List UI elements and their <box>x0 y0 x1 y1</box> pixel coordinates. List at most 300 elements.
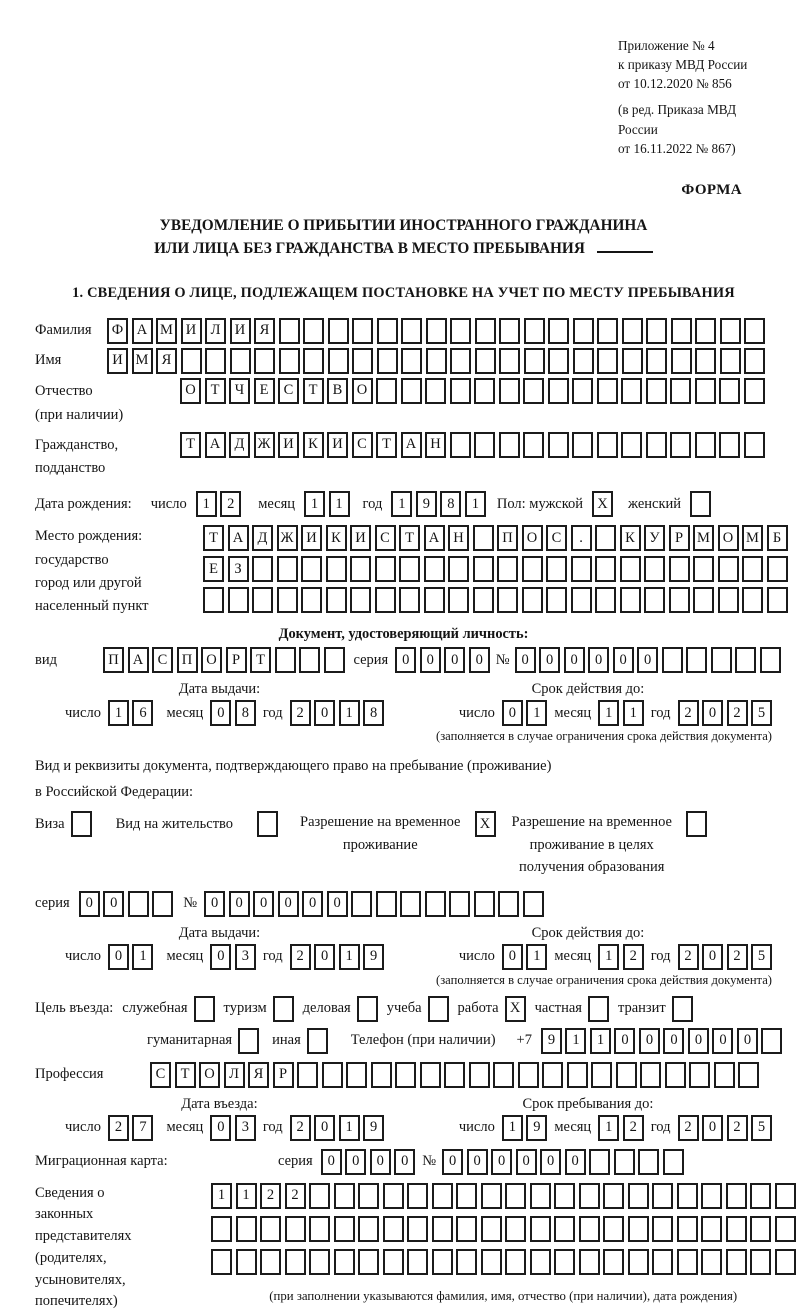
char-cell[interactable] <box>646 318 667 344</box>
char-cell[interactable]: 5 <box>751 700 772 726</box>
char-cell[interactable]: З <box>228 556 249 582</box>
char-cell[interactable] <box>277 556 298 582</box>
char-cell[interactable] <box>622 348 643 374</box>
char-cell[interactable] <box>352 348 373 374</box>
char-cell[interactable] <box>448 587 469 613</box>
char-cell[interactable]: 0 <box>314 1115 335 1141</box>
char-cell[interactable]: 2 <box>678 1115 699 1141</box>
char-cell[interactable] <box>714 1062 735 1088</box>
char-cell[interactable]: 0 <box>278 891 299 917</box>
char-cell[interactable]: 1 <box>304 491 325 517</box>
char-cell[interactable] <box>597 318 618 344</box>
char-cell[interactable]: А <box>128 647 149 673</box>
char-cell[interactable] <box>358 1249 379 1275</box>
char-cell[interactable] <box>761 1028 782 1054</box>
char-cell[interactable] <box>498 891 519 917</box>
char-cell[interactable] <box>548 378 569 404</box>
char-cell[interactable] <box>603 1183 624 1209</box>
char-cell[interactable] <box>499 378 520 404</box>
char-cell[interactable] <box>621 378 642 404</box>
char-cell[interactable] <box>371 1062 392 1088</box>
char-cell[interactable] <box>474 378 495 404</box>
char-cell[interactable] <box>750 1183 771 1209</box>
char-cell[interactable] <box>677 1216 698 1242</box>
char-cell[interactable] <box>595 587 616 613</box>
char-cell[interactable]: С <box>546 525 567 551</box>
char-cell[interactable] <box>399 556 420 582</box>
char-cell[interactable]: 9 <box>416 491 437 517</box>
char-cell[interactable]: П <box>177 647 198 673</box>
char-cell[interactable]: 1 <box>502 1115 523 1141</box>
char-cell[interactable]: . <box>571 525 592 551</box>
char-cell[interactable]: С <box>375 525 396 551</box>
char-cell[interactable]: 9 <box>541 1028 562 1054</box>
char-cell[interactable]: Я <box>254 318 275 344</box>
char-cell[interactable] <box>523 432 544 458</box>
char-cell[interactable]: 6 <box>132 700 153 726</box>
char-cell[interactable]: И <box>107 348 128 374</box>
char-cell[interactable] <box>297 1062 318 1088</box>
char-cell[interactable]: Т <box>303 378 324 404</box>
char-cell[interactable] <box>693 587 714 613</box>
char-cell[interactable]: 0 <box>502 944 523 970</box>
char-cell[interactable] <box>475 348 496 374</box>
char-cell[interactable]: 2 <box>727 700 748 726</box>
char-cell[interactable] <box>432 1249 453 1275</box>
char-cell[interactable] <box>375 587 396 613</box>
char-cell[interactable]: 2 <box>285 1183 306 1209</box>
char-cell[interactable]: С <box>278 378 299 404</box>
checkbox-private[interactable] <box>588 996 609 1022</box>
char-cell[interactable] <box>499 348 520 374</box>
char-cell[interactable] <box>469 1062 490 1088</box>
char-cell[interactable] <box>638 1149 659 1175</box>
checkbox-study[interactable] <box>428 996 449 1022</box>
char-cell[interactable] <box>720 348 741 374</box>
char-cell[interactable] <box>481 1216 502 1242</box>
char-cell[interactable] <box>548 348 569 374</box>
char-cell[interactable] <box>628 1183 649 1209</box>
char-cell[interactable] <box>572 432 593 458</box>
char-cell[interactable] <box>376 378 397 404</box>
char-cell[interactable] <box>426 348 447 374</box>
checkbox-business[interactable] <box>357 996 378 1022</box>
char-cell[interactable] <box>475 318 496 344</box>
char-cell[interactable] <box>662 647 683 673</box>
char-cell[interactable] <box>719 432 740 458</box>
char-cell[interactable]: Т <box>180 432 201 458</box>
char-cell[interactable]: Р <box>669 525 690 551</box>
checkbox-tourism[interactable] <box>273 996 294 1022</box>
char-cell[interactable] <box>621 432 642 458</box>
char-cell[interactable] <box>628 1249 649 1275</box>
char-cell[interactable] <box>383 1249 404 1275</box>
char-cell[interactable] <box>744 378 765 404</box>
char-cell[interactable]: 1 <box>236 1183 257 1209</box>
char-cell[interactable]: Ч <box>229 378 250 404</box>
char-cell[interactable] <box>693 556 714 582</box>
char-cell[interactable]: 0 <box>467 1149 488 1175</box>
char-cell[interactable] <box>254 348 275 374</box>
char-cell[interactable]: 1 <box>211 1183 232 1209</box>
char-cell[interactable] <box>424 587 445 613</box>
char-cell[interactable] <box>279 318 300 344</box>
char-cell[interactable]: К <box>326 525 347 551</box>
char-cell[interactable]: 5 <box>751 944 772 970</box>
char-cell[interactable] <box>450 348 471 374</box>
char-cell[interactable] <box>499 432 520 458</box>
char-cell[interactable] <box>640 1062 661 1088</box>
char-cell[interactable]: 0 <box>314 700 335 726</box>
char-cell[interactable]: Т <box>205 378 226 404</box>
char-cell[interactable] <box>322 1062 343 1088</box>
char-cell[interactable] <box>448 556 469 582</box>
char-cell[interactable] <box>620 556 641 582</box>
char-cell[interactable]: 1 <box>329 491 350 517</box>
char-cell[interactable]: А <box>132 318 153 344</box>
char-cell[interactable] <box>726 1183 747 1209</box>
char-cell[interactable] <box>522 556 543 582</box>
char-cell[interactable] <box>742 587 763 613</box>
char-cell[interactable]: С <box>150 1062 171 1088</box>
char-cell[interactable] <box>407 1249 428 1275</box>
char-cell[interactable] <box>328 348 349 374</box>
char-cell[interactable]: 2 <box>678 944 699 970</box>
char-cell[interactable] <box>260 1216 281 1242</box>
char-cell[interactable] <box>573 318 594 344</box>
char-cell[interactable] <box>542 1062 563 1088</box>
char-cell[interactable] <box>456 1249 477 1275</box>
char-cell[interactable]: У <box>644 525 665 551</box>
char-cell[interactable] <box>622 318 643 344</box>
char-cell[interactable]: 0 <box>210 944 231 970</box>
char-cell[interactable]: 0 <box>420 647 441 673</box>
char-cell[interactable]: 1 <box>565 1028 586 1054</box>
char-cell[interactable]: 0 <box>395 647 416 673</box>
char-cell[interactable]: 3 <box>235 1115 256 1141</box>
char-cell[interactable]: Я <box>248 1062 269 1088</box>
char-cell[interactable]: 9 <box>363 1115 384 1141</box>
char-cell[interactable] <box>358 1183 379 1209</box>
char-cell[interactable] <box>285 1249 306 1275</box>
char-cell[interactable] <box>767 556 788 582</box>
char-cell[interactable]: 0 <box>564 647 585 673</box>
char-cell[interactable]: К <box>620 525 641 551</box>
char-cell[interactable]: 8 <box>363 700 384 726</box>
char-cell[interactable] <box>351 891 372 917</box>
char-cell[interactable] <box>505 1249 526 1275</box>
char-cell[interactable]: Б <box>767 525 788 551</box>
char-cell[interactable]: Т <box>203 525 224 551</box>
char-cell[interactable]: А <box>205 432 226 458</box>
char-cell[interactable]: 1 <box>598 700 619 726</box>
checkbox-female[interactable] <box>690 491 711 517</box>
char-cell[interactable]: Л <box>224 1062 245 1088</box>
char-cell[interactable] <box>505 1216 526 1242</box>
char-cell[interactable]: 0 <box>469 647 490 673</box>
char-cell[interactable] <box>670 378 691 404</box>
char-cell[interactable] <box>567 1062 588 1088</box>
char-cell[interactable] <box>497 556 518 582</box>
checkbox-temp-permit[interactable]: X <box>475 811 496 837</box>
char-cell[interactable] <box>530 1216 551 1242</box>
char-cell[interactable] <box>358 1216 379 1242</box>
char-cell[interactable] <box>726 1216 747 1242</box>
char-cell[interactable] <box>493 1062 514 1088</box>
char-cell[interactable]: 1 <box>590 1028 611 1054</box>
char-cell[interactable] <box>701 1249 722 1275</box>
char-cell[interactable] <box>744 348 765 374</box>
char-cell[interactable] <box>597 378 618 404</box>
char-cell[interactable]: 0 <box>442 1149 463 1175</box>
char-cell[interactable]: 1 <box>339 700 360 726</box>
char-cell[interactable] <box>395 1062 416 1088</box>
char-cell[interactable]: А <box>401 432 422 458</box>
char-cell[interactable] <box>499 318 520 344</box>
char-cell[interactable]: О <box>180 378 201 404</box>
char-cell[interactable] <box>285 1216 306 1242</box>
char-cell[interactable]: Т <box>175 1062 196 1088</box>
char-cell[interactable]: 0 <box>204 891 225 917</box>
char-cell[interactable] <box>420 1062 441 1088</box>
char-cell[interactable]: О <box>199 1062 220 1088</box>
char-cell[interactable] <box>671 318 692 344</box>
char-cell[interactable]: 0 <box>345 1149 366 1175</box>
char-cell[interactable] <box>473 587 494 613</box>
char-cell[interactable] <box>377 318 398 344</box>
char-cell[interactable] <box>205 348 226 374</box>
char-cell[interactable]: 0 <box>502 700 523 726</box>
char-cell[interactable] <box>669 587 690 613</box>
char-cell[interactable]: 2 <box>260 1183 281 1209</box>
char-cell[interactable]: 1 <box>598 944 619 970</box>
char-cell[interactable]: Е <box>254 378 275 404</box>
char-cell[interactable] <box>324 647 345 673</box>
char-cell[interactable]: 9 <box>363 944 384 970</box>
char-cell[interactable] <box>701 1183 722 1209</box>
char-cell[interactable] <box>301 587 322 613</box>
char-cell[interactable]: 0 <box>314 944 335 970</box>
char-cell[interactable] <box>497 587 518 613</box>
checkbox-edu-permit[interactable] <box>686 811 707 837</box>
checkbox-transit[interactable] <box>672 996 693 1022</box>
char-cell[interactable] <box>620 587 641 613</box>
char-cell[interactable]: 1 <box>465 491 486 517</box>
checkbox-humanitarian[interactable] <box>238 1028 259 1054</box>
char-cell[interactable] <box>400 891 421 917</box>
char-cell[interactable] <box>456 1216 477 1242</box>
char-cell[interactable] <box>456 1183 477 1209</box>
char-cell[interactable]: 1 <box>598 1115 619 1141</box>
char-cell[interactable]: 0 <box>229 891 250 917</box>
char-cell[interactable]: 0 <box>444 647 465 673</box>
char-cell[interactable] <box>695 318 716 344</box>
char-cell[interactable] <box>530 1183 551 1209</box>
char-cell[interactable] <box>432 1216 453 1242</box>
char-cell[interactable] <box>652 1183 673 1209</box>
char-cell[interactable]: 0 <box>588 647 609 673</box>
char-cell[interactable] <box>554 1216 575 1242</box>
char-cell[interactable]: Д <box>229 432 250 458</box>
char-cell[interactable] <box>444 1062 465 1088</box>
char-cell[interactable]: И <box>301 525 322 551</box>
char-cell[interactable] <box>646 432 667 458</box>
char-cell[interactable] <box>236 1249 257 1275</box>
char-cell[interactable]: 3 <box>235 944 256 970</box>
char-cell[interactable] <box>530 1249 551 1275</box>
char-cell[interactable]: 0 <box>702 944 723 970</box>
char-cell[interactable]: 0 <box>327 891 348 917</box>
char-cell[interactable] <box>738 1062 759 1088</box>
char-cell[interactable] <box>152 891 173 917</box>
char-cell[interactable] <box>376 891 397 917</box>
char-cell[interactable] <box>595 525 616 551</box>
char-cell[interactable]: 0 <box>614 1028 635 1054</box>
checkbox-residence-permit[interactable] <box>257 811 278 837</box>
char-cell[interactable] <box>548 432 569 458</box>
char-cell[interactable] <box>334 1249 355 1275</box>
char-cell[interactable] <box>505 1183 526 1209</box>
char-cell[interactable]: М <box>693 525 714 551</box>
char-cell[interactable] <box>718 556 739 582</box>
char-cell[interactable]: И <box>327 432 348 458</box>
checkbox-work[interactable]: X <box>505 996 526 1022</box>
char-cell[interactable]: 1 <box>196 491 217 517</box>
char-cell[interactable]: С <box>352 432 373 458</box>
char-cell[interactable]: Р <box>226 647 247 673</box>
char-cell[interactable] <box>277 587 298 613</box>
char-cell[interactable] <box>425 378 446 404</box>
checkbox-visa[interactable] <box>71 811 92 837</box>
char-cell[interactable]: Р <box>273 1062 294 1088</box>
char-cell[interactable] <box>426 318 447 344</box>
char-cell[interactable]: Д <box>252 525 273 551</box>
char-cell[interactable]: 0 <box>540 1149 561 1175</box>
char-cell[interactable] <box>481 1183 502 1209</box>
char-cell[interactable] <box>589 1149 610 1175</box>
char-cell[interactable] <box>474 432 495 458</box>
char-cell[interactable]: 0 <box>688 1028 709 1054</box>
char-cell[interactable] <box>775 1183 796 1209</box>
char-cell[interactable] <box>670 432 691 458</box>
char-cell[interactable] <box>614 1149 635 1175</box>
char-cell[interactable] <box>334 1216 355 1242</box>
char-cell[interactable] <box>407 1183 428 1209</box>
char-cell[interactable]: 2 <box>678 700 699 726</box>
char-cell[interactable] <box>401 348 422 374</box>
char-cell[interactable]: К <box>303 432 324 458</box>
char-cell[interactable] <box>328 318 349 344</box>
char-cell[interactable]: 2 <box>290 700 311 726</box>
char-cell[interactable] <box>646 378 667 404</box>
char-cell[interactable] <box>750 1216 771 1242</box>
char-cell[interactable] <box>350 556 371 582</box>
char-cell[interactable] <box>450 432 471 458</box>
char-cell[interactable]: Т <box>399 525 420 551</box>
char-cell[interactable] <box>523 378 544 404</box>
char-cell[interactable] <box>767 587 788 613</box>
char-cell[interactable] <box>695 432 716 458</box>
char-cell[interactable]: С <box>152 647 173 673</box>
char-cell[interactable] <box>326 556 347 582</box>
char-cell[interactable]: 0 <box>565 1149 586 1175</box>
char-cell[interactable]: И <box>278 432 299 458</box>
char-cell[interactable] <box>326 587 347 613</box>
char-cell[interactable]: 0 <box>491 1149 512 1175</box>
char-cell[interactable] <box>573 348 594 374</box>
char-cell[interactable] <box>665 1062 686 1088</box>
char-cell[interactable]: Ж <box>277 525 298 551</box>
char-cell[interactable]: 1 <box>132 944 153 970</box>
char-cell[interactable] <box>775 1216 796 1242</box>
char-cell[interactable] <box>518 1062 539 1088</box>
char-cell[interactable] <box>383 1216 404 1242</box>
char-cell[interactable]: М <box>132 348 153 374</box>
char-cell[interactable] <box>203 587 224 613</box>
char-cell[interactable] <box>571 587 592 613</box>
char-cell[interactable] <box>301 556 322 582</box>
char-cell[interactable] <box>726 1249 747 1275</box>
char-cell[interactable]: 0 <box>639 1028 660 1054</box>
char-cell[interactable] <box>686 647 707 673</box>
char-cell[interactable] <box>719 378 740 404</box>
char-cell[interactable] <box>603 1216 624 1242</box>
char-cell[interactable]: 0 <box>210 700 231 726</box>
char-cell[interactable]: 0 <box>637 647 658 673</box>
checkbox-other[interactable] <box>307 1028 328 1054</box>
char-cell[interactable]: Т <box>376 432 397 458</box>
char-cell[interactable] <box>350 587 371 613</box>
char-cell[interactable]: 1 <box>526 700 547 726</box>
char-cell[interactable]: М <box>742 525 763 551</box>
char-cell[interactable] <box>677 1249 698 1275</box>
char-cell[interactable]: О <box>352 378 373 404</box>
char-cell[interactable]: 0 <box>210 1115 231 1141</box>
char-cell[interactable]: О <box>201 647 222 673</box>
char-cell[interactable]: 1 <box>108 700 129 726</box>
char-cell[interactable]: 0 <box>321 1149 342 1175</box>
char-cell[interactable] <box>309 1249 330 1275</box>
char-cell[interactable] <box>603 1249 624 1275</box>
char-cell[interactable]: Я <box>156 348 177 374</box>
char-cell[interactable] <box>334 1183 355 1209</box>
char-cell[interactable]: Н <box>448 525 469 551</box>
char-cell[interactable] <box>646 348 667 374</box>
char-cell[interactable] <box>449 891 470 917</box>
char-cell[interactable] <box>677 1183 698 1209</box>
char-cell[interactable] <box>230 348 251 374</box>
char-cell[interactable]: 5 <box>751 1115 772 1141</box>
char-cell[interactable] <box>473 556 494 582</box>
char-cell[interactable]: И <box>350 525 371 551</box>
char-cell[interactable] <box>228 587 249 613</box>
char-cell[interactable]: П <box>103 647 124 673</box>
char-cell[interactable] <box>652 1216 673 1242</box>
char-cell[interactable] <box>299 647 320 673</box>
char-cell[interactable] <box>579 1183 600 1209</box>
char-cell[interactable]: 0 <box>613 647 634 673</box>
char-cell[interactable] <box>128 891 149 917</box>
char-cell[interactable] <box>181 348 202 374</box>
char-cell[interactable] <box>663 1149 684 1175</box>
char-cell[interactable] <box>279 348 300 374</box>
char-cell[interactable] <box>695 348 716 374</box>
checkbox-male[interactable]: X <box>592 491 613 517</box>
char-cell[interactable] <box>644 556 665 582</box>
char-cell[interactable] <box>375 556 396 582</box>
char-cell[interactable]: В <box>327 378 348 404</box>
char-cell[interactable] <box>524 318 545 344</box>
